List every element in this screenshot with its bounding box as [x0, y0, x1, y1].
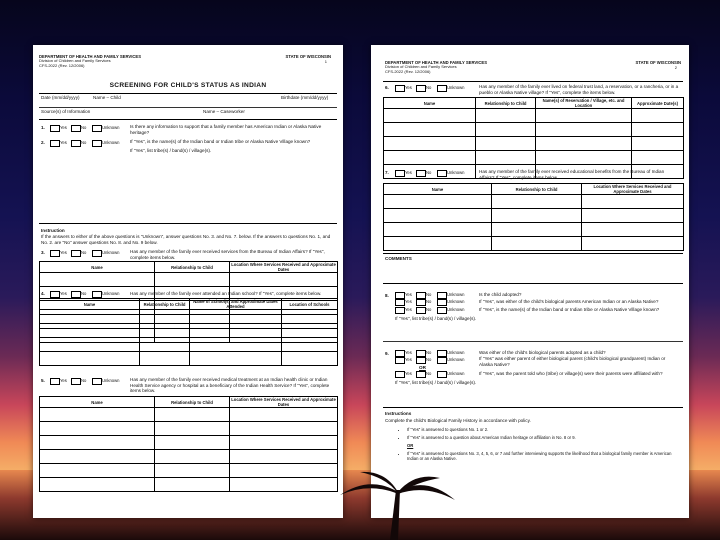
- q6-cell[interactable]: [476, 137, 536, 151]
- q7-yes-label: Yes: [405, 170, 412, 175]
- q4-cell[interactable]: [40, 310, 140, 324]
- q8b-yes-checkbox[interactable]: [395, 299, 405, 306]
- q1-number: 1.: [41, 125, 45, 130]
- q7-unknown-checkbox[interactable]: [437, 170, 447, 177]
- page1-header-form-number: CFS-2022 (Rev. 12/2006): [39, 63, 85, 68]
- q2-no-label: No: [81, 140, 87, 145]
- q3-unknown-checkbox[interactable]: [92, 250, 102, 257]
- q4-number: 4.: [41, 291, 45, 296]
- q6-cell[interactable]: [632, 137, 684, 151]
- q8-number: 8.: [385, 293, 389, 298]
- instruction-item-or: OR: [407, 443, 414, 449]
- q4-yes-checkbox[interactable]: [50, 291, 60, 298]
- q8c-unknown-checkbox[interactable]: [437, 307, 447, 314]
- date-field-label: Date (mm/dd/yyyy): [41, 95, 80, 100]
- q3-cell[interactable]: [230, 273, 338, 287]
- q6-no-checkbox[interactable]: [416, 85, 426, 92]
- q6-no-label: No: [426, 85, 432, 90]
- q3-number: 3.: [41, 250, 45, 255]
- q6-cell[interactable]: [384, 137, 476, 151]
- q5-col-location: Location Where Services Received and Approximate Dates: [231, 397, 336, 408]
- q5-cell[interactable]: [230, 408, 338, 422]
- q9c-yes-label: Yes: [405, 371, 412, 376]
- q6-cell[interactable]: [536, 137, 632, 151]
- q7-no-label: No: [426, 170, 432, 175]
- q9-question-3: If "Yes", was the parent told who (tribe) or village(s) were their parents were affiliated with?: [479, 371, 663, 376]
- q5-cell[interactable]: [40, 450, 155, 464]
- q7-cell[interactable]: [384, 237, 492, 251]
- q3-no-label: No: [81, 250, 87, 255]
- q6-yes-checkbox[interactable]: [395, 85, 405, 92]
- q5-yes-checkbox[interactable]: [50, 378, 60, 385]
- page2-header-division: Division of Children and Family Services: [385, 64, 457, 69]
- q5-cell[interactable]: [155, 450, 230, 464]
- q5-cell[interactable]: [40, 478, 155, 492]
- q8-no-checkbox[interactable]: [416, 292, 426, 299]
- q4-cell[interactable]: [40, 352, 140, 366]
- q7-cell[interactable]: [384, 195, 492, 209]
- q9c-unknown-checkbox[interactable]: [437, 371, 447, 378]
- q2-number: 2.: [41, 140, 45, 145]
- q3-col-name: Name: [40, 262, 155, 273]
- q6-cell[interactable]: [536, 109, 632, 123]
- page1-header-left: DEPARTMENT OF HEALTH AND FAMILY SERVICES: [39, 54, 141, 59]
- q4-cell[interactable]: [140, 324, 190, 338]
- q9-or-label: OR: [419, 365, 426, 370]
- instruction-item: • If "Yes" is answered to a question about American Indian heritage or affiliation in No. 8 or 9.: [407, 435, 677, 440]
- q4-cell[interactable]: [190, 310, 282, 324]
- q6-col-dates: Approximate Date(s): [632, 98, 684, 109]
- q2-yes-checkbox[interactable]: [50, 140, 60, 147]
- q1-no-label: No: [81, 125, 87, 130]
- q3-yes-label: Yes: [60, 250, 67, 255]
- q4-table: [39, 298, 338, 366]
- q7-cell[interactable]: [492, 209, 582, 223]
- q7-cell[interactable]: [582, 209, 684, 223]
- q5-cell[interactable]: [230, 450, 338, 464]
- q6-col-reservation: Name(s) of Reservation / Village, etc. and Location: [536, 98, 632, 109]
- q7-cell[interactable]: [384, 209, 492, 223]
- q4-cell[interactable]: [40, 338, 140, 352]
- q4-cell[interactable]: [190, 324, 282, 338]
- q7-cell[interactable]: [582, 237, 684, 251]
- q2-unknown-label: Unknown: [102, 140, 120, 145]
- q5-cell[interactable]: [40, 408, 155, 422]
- q9-followup: If "Yes", list tribe(s) / band(s) / village(s).: [395, 380, 477, 385]
- q9-unknown-checkbox[interactable]: [437, 350, 447, 357]
- q7-col-relationship: Relationship to Child: [492, 184, 582, 195]
- q5-unknown-checkbox[interactable]: [92, 378, 102, 385]
- q5-table: [39, 396, 338, 492]
- q7-col-location: Location Where Services Received and Approximate Dates: [582, 184, 684, 195]
- q4-cell[interactable]: [282, 310, 338, 324]
- q5-no-label: No: [81, 378, 87, 383]
- q1-yes-checkbox[interactable]: [50, 125, 60, 132]
- q6-cell[interactable]: [476, 123, 536, 137]
- q5-cell[interactable]: [155, 436, 230, 450]
- q5-no-checkbox[interactable]: [71, 378, 81, 385]
- q6-question: Has any member of the family ever lived on federal trust land, a reservation, or a rancheria, or in a pueblo or Alaska Native village? If "Yes", complete the items below.: [479, 84, 679, 95]
- q3-col-location: Location Where Services Received and Approximate Dates: [231, 262, 336, 273]
- q7-yes-checkbox[interactable]: [395, 170, 405, 177]
- q6-table: [383, 97, 684, 179]
- q4-col-name: Name: [40, 299, 140, 310]
- q4-yes-label: Yes: [60, 291, 67, 296]
- q4-cell[interactable]: [140, 352, 190, 366]
- q9-question-2: If "Yes" was either parent of either biological parent (child's biological grandparent) Indian or Alaska Native?: [479, 356, 666, 367]
- q9b-yes-checkbox[interactable]: [395, 357, 405, 364]
- page1-header-division: Division of Children and Family Services: [39, 58, 111, 63]
- q5-question: Has any member of the family ever received medical treatment at an Indian health clinic or Indian Health Service agency or hospital as a beneficiary of the Indian Health Service? If "Yes", complete items below.: [130, 377, 330, 393]
- page2-header-form-number: CFS-2022 (Rev. 12/2006): [385, 69, 431, 74]
- q9b-no-checkbox[interactable]: [416, 357, 426, 364]
- q1-unknown-label: Unknown: [102, 125, 120, 130]
- q9-unknown-label: Unknown: [447, 350, 465, 355]
- q6-cell[interactable]: [384, 109, 476, 123]
- q4-cell[interactable]: [140, 310, 190, 324]
- q3-cell[interactable]: [155, 273, 230, 287]
- page2-header-state: STATE OF WISCONSIN: [635, 60, 681, 65]
- q3-no-checkbox[interactable]: [71, 250, 81, 257]
- q8-yes-label: Yes: [405, 292, 412, 297]
- page1-header-state: STATE OF WISCONSIN: [285, 54, 331, 59]
- q2-unknown-checkbox[interactable]: [92, 140, 102, 147]
- q4-cell[interactable]: [282, 352, 338, 366]
- q5-col-relationship: Relationship to Child: [155, 397, 230, 408]
- q9b-unknown-label: Unknown: [447, 357, 465, 362]
- q5-cell[interactable]: [230, 422, 338, 436]
- q8c-no-label: No: [426, 307, 432, 312]
- q8-unknown-checkbox[interactable]: [437, 292, 447, 299]
- q8c-unknown-label: Unknown: [447, 307, 465, 312]
- q8-question-2: If "Yes", was either of the child's biological parents American Indian or an Alaska Native?: [479, 299, 659, 304]
- q7-table: [383, 183, 684, 251]
- q7-cell[interactable]: [384, 223, 492, 237]
- q5-cell[interactable]: [155, 464, 230, 478]
- q7-cell[interactable]: [582, 223, 684, 237]
- q1-no-checkbox[interactable]: [71, 125, 81, 132]
- q9-no-label: No: [426, 350, 432, 355]
- q4-cell[interactable]: [282, 324, 338, 338]
- q6-yes-label: Yes: [405, 85, 412, 90]
- q8-unknown-label: Unknown: [447, 292, 465, 297]
- q9b-no-label: No: [426, 357, 432, 362]
- q9c-unknown-label: Unknown: [447, 371, 465, 376]
- q8b-no-checkbox[interactable]: [416, 299, 426, 306]
- instructions-label: Instructions: [385, 411, 412, 416]
- q2-yes-label: Yes: [60, 140, 67, 145]
- caseworker-field-label: Name – Caseworker: [203, 109, 245, 114]
- q2-followup: If "Yes", list tribe(s) / band(s) / village(s).: [130, 148, 212, 153]
- q6-col-name: Name: [384, 98, 476, 109]
- q5-yes-label: Yes: [60, 378, 67, 383]
- q4-no-label: No: [81, 291, 87, 296]
- q9b-yes-label: Yes: [405, 357, 412, 362]
- q8-followup: If "Yes", list tribe(s) / band(s) / village(s).: [395, 316, 477, 321]
- q4-question: Has any member of the family ever attended an Indian school? If "Yes", complete items below.: [130, 291, 322, 296]
- form-title: SCREENING FOR CHILD'S STATUS AS INDIAN: [109, 82, 267, 89]
- q5-cell[interactable]: [155, 408, 230, 422]
- source-field-label: Source(s) of Information: [41, 109, 91, 114]
- q5-cell[interactable]: [40, 436, 155, 450]
- q4-unknown-label: Unknown: [102, 291, 120, 296]
- q1-unknown-checkbox[interactable]: [92, 125, 102, 132]
- q9c-no-checkbox[interactable]: [416, 371, 426, 378]
- q8b-yes-label: Yes: [405, 299, 412, 304]
- q6-cell[interactable]: [384, 123, 476, 137]
- q5-cell[interactable]: [230, 436, 338, 450]
- q8-question-3: If "Yes", is the name(s) of the Indian band or Indian tribe or Alaska Native Village known?: [479, 307, 660, 312]
- instructions-list: [395, 427, 677, 464]
- q8c-no-checkbox[interactable]: [416, 307, 426, 314]
- q6-col-relationship: Relationship to Child: [476, 98, 536, 109]
- q7-no-checkbox[interactable]: [416, 170, 426, 177]
- q7-number: 7.: [385, 170, 389, 175]
- q6-number: 6.: [385, 85, 389, 90]
- q7-question: Has any member of the family ever received educational benefits from the Bureau of Indian Affairs? If "Yes", complete items below.: [479, 169, 665, 180]
- q5-cell[interactable]: [230, 464, 338, 478]
- q8-no-label: No: [426, 292, 432, 297]
- palm-silhouette-icon: [330, 470, 460, 540]
- q9-yes-label: Yes: [405, 350, 412, 355]
- q7-cell[interactable]: [582, 195, 684, 209]
- page2-header-left: DEPARTMENT OF HEALTH AND FAMILY SERVICES: [385, 60, 487, 65]
- q3-unknown-label: Unknown: [102, 250, 120, 255]
- q9-number: 9.: [385, 351, 389, 356]
- q6-cell[interactable]: [384, 151, 476, 165]
- q7-cell[interactable]: [492, 195, 582, 209]
- q5-cell[interactable]: [155, 422, 230, 436]
- birthdate-field-label: Birthdate (mm/dd/yyyy): [281, 95, 329, 100]
- q1-question: Is there any information to support that a family member has American Indian or Alaska Native heritage?: [130, 124, 322, 135]
- q6-cell[interactable]: [632, 123, 684, 137]
- q5-number: 5.: [41, 378, 45, 383]
- q4-unknown-checkbox[interactable]: [92, 291, 102, 298]
- q5-cell[interactable]: [40, 422, 155, 436]
- q6-cell[interactable]: [476, 151, 536, 165]
- comments-label: COMMENTS: [385, 256, 412, 261]
- q3-col-relationship: Relationship to Child: [155, 262, 230, 273]
- q8c-yes-checkbox[interactable]: [395, 307, 405, 314]
- instruction-item: • If "Yes" is answered to questions No. 3, 4, 5, 6, or 7 and further interviewing supports the likelihood that a biological family member is American Indian or an Alaska Native.: [407, 451, 677, 461]
- q5-cell[interactable]: [40, 464, 155, 478]
- instruction-label: Instruction: [41, 228, 65, 233]
- q6-cell[interactable]: [632, 109, 684, 123]
- form-page-2: [371, 45, 689, 518]
- q4-no-checkbox[interactable]: [71, 291, 81, 298]
- q5-cell[interactable]: [230, 478, 338, 492]
- q8-question-1: Is the child adopted?: [479, 292, 522, 297]
- q8b-unknown-label: Unknown: [447, 299, 465, 304]
- q9-no-checkbox[interactable]: [416, 350, 426, 357]
- q4-cell[interactable]: [40, 324, 140, 338]
- q4-cell[interactable]: [282, 338, 338, 352]
- q7-col-name: Name: [384, 184, 492, 195]
- q6-unknown-checkbox[interactable]: [437, 85, 447, 92]
- q6-unknown-label: Unknown: [447, 85, 465, 90]
- page1-page-number: 1: [324, 59, 327, 64]
- q9-question-1: Was either of the child's biological parents adopted as a child?: [479, 350, 606, 355]
- q9-yes-checkbox[interactable]: [395, 350, 405, 357]
- form-page-1: [33, 45, 343, 518]
- q6-cell[interactable]: [632, 151, 684, 165]
- q4-col-school: Name of School(s) and Approximate Dates Attended: [190, 299, 282, 310]
- q4-col-location: Location of Schools: [282, 299, 338, 310]
- q4-col-relationship: Relationship to Child: [140, 299, 190, 310]
- q5-unknown-label: Unknown: [102, 378, 120, 383]
- q1-yes-label: Yes: [60, 125, 67, 130]
- q8-yes-checkbox[interactable]: [395, 292, 405, 299]
- q2-no-checkbox[interactable]: [71, 140, 81, 147]
- q6-cell[interactable]: [536, 151, 632, 165]
- child-name-field-label: Name – Child: [93, 95, 121, 100]
- q3-question: Has any member of the family ever received services from the Bureau of Indian Affairs? If "Yes", complete items below.: [130, 249, 325, 260]
- q7-unknown-label: Unknown: [447, 170, 465, 175]
- q9b-unknown-checkbox[interactable]: [437, 357, 447, 364]
- q9c-no-label: No: [426, 371, 432, 376]
- instructions-intro: Complete the child's Biological Family History in accordance with policy.: [385, 418, 531, 423]
- instruction-text: If the answers to either of the above questions is "Unknown", answer questions No. 3. and No. 7. below. If the answers to questions No. 1, and No. 2. are "No" answer questions No. 8. and No. 9 below.: [41, 234, 331, 245]
- q5-cell[interactable]: [155, 478, 230, 492]
- q5-col-name: Name: [40, 397, 155, 408]
- q3-yes-checkbox[interactable]: [50, 250, 60, 257]
- q6-cell[interactable]: [536, 123, 632, 137]
- q8b-no-label: No: [426, 299, 432, 304]
- q4-cell[interactable]: [190, 338, 282, 352]
- q8b-unknown-checkbox[interactable]: [437, 299, 447, 306]
- q4-cell[interactable]: [190, 352, 282, 366]
- q3-cell[interactable]: [40, 273, 155, 287]
- q7-cell[interactable]: [492, 223, 582, 237]
- q8c-yes-label: Yes: [405, 307, 412, 312]
- q4-cell[interactable]: [140, 338, 190, 352]
- q7-cell[interactable]: [492, 237, 582, 251]
- instruction-item: • If "Yes" is answered to questions No. 1 or 2.: [407, 427, 677, 432]
- q9c-yes-checkbox[interactable]: [395, 371, 405, 378]
- page2-page-number: 2: [674, 65, 677, 70]
- q2-question: If "Yes", is the name(s) of the Indian band or Indian tribe or Alaska Native Village known?: [130, 139, 311, 144]
- q6-cell[interactable]: [476, 109, 536, 123]
